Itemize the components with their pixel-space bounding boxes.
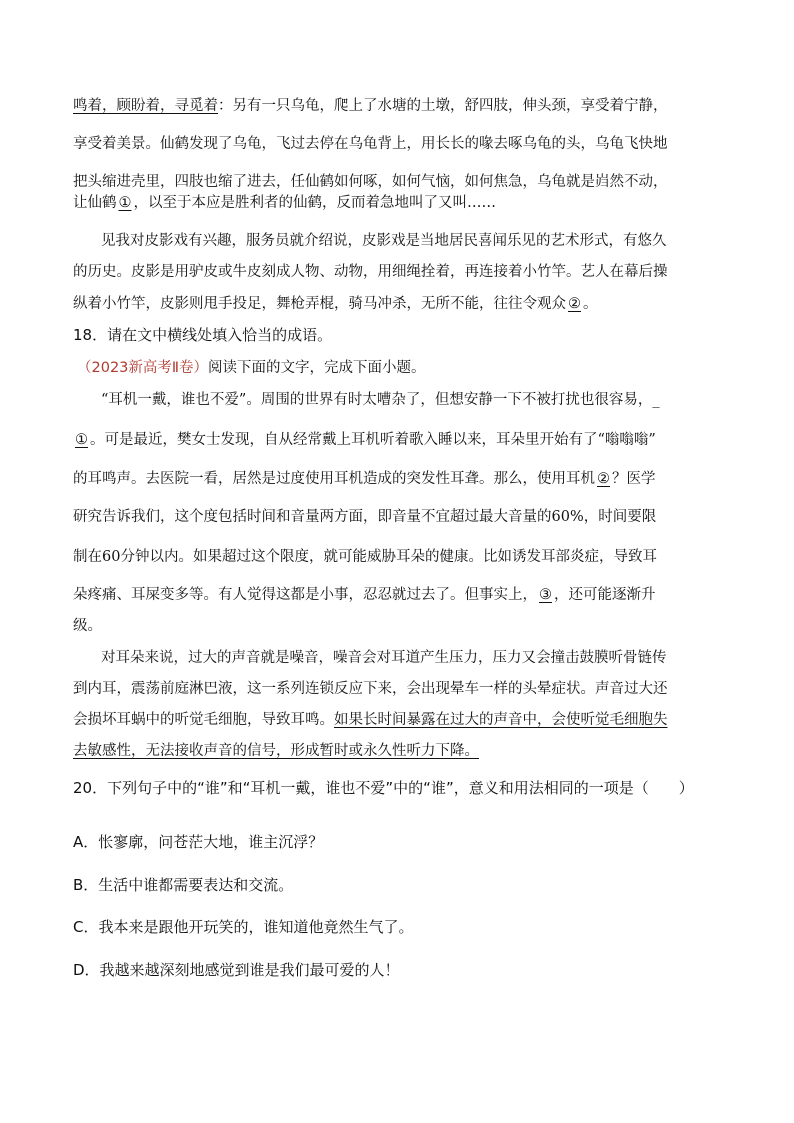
passage4-line4 xyxy=(73,741,479,761)
passage4-line1: 对耳朵来说，过大的声音就是噪音，噪音会对耳道产生压力，压力又会撞击鼓膜听骨链传 xyxy=(101,650,667,666)
passage3-line6: 朵疼痛、耳屎变多等。有人觉得这都是小事，忍忍就过去了。但事实上， ③ ，还可能逐渐升 xyxy=(73,587,656,603)
passage1-line3: 把头缩进壳里，四肢也缩了进去，任仙鹤如何啄，如何气恼，如何焦急，乌龟就是岿然不动， xyxy=(73,174,668,190)
option-d[interactable]: D．我越来越深刻地感觉到谁是我们最可爱的人！ xyxy=(73,961,400,979)
option-b[interactable]: B．生活中谁都需要表达和交流。 xyxy=(73,876,294,894)
blank-1[interactable]: ① xyxy=(75,432,88,448)
underlined-sentence: 如果长时间暴露在过大的声音中，会使听觉毛细胞失 xyxy=(334,712,668,728)
passage1-line2: 享受着美景。仙鹤发现了乌龟，飞过去停在乌龟背上，用长长的喙去啄乌龟的头，乌龟飞快地 xyxy=(73,136,668,152)
blank-1[interactable]: ① xyxy=(118,195,132,211)
passage3-line3: 的耳鸣声。去医院一看，居然是过度使用耳机造成的突发性耳聋。那么，使用耳机 ② ？医学 xyxy=(73,471,656,487)
passage4-line2: 到内耳，震荡前庭淋巴液，这一系列连锁反应下来，会出现晕车一样的头晕症状。声音过大还 xyxy=(73,681,668,697)
source-tag: （2023新高考Ⅱ卷） xyxy=(77,360,209,376)
passage3-line7: 级。 xyxy=(73,618,102,634)
option-c[interactable]: C．我本来是跟他开玩笑的，谁知道他竟然生气了。 xyxy=(73,918,414,936)
underlined-phrase: 鸣着，顾盼着，寻觅着 xyxy=(73,98,218,114)
passage3-line4: 研究告诉我们，这个度包括时间和音量两方面，即音量不宜超过最大音量的60%，时间要限 xyxy=(73,509,657,525)
blank-3[interactable]: ③ xyxy=(539,587,552,603)
question-18: 18．请在文中横线处填入恰当的成语。 xyxy=(73,326,333,344)
passage3-line1: “耳机一戴，谁也不爱”。周围的世界有时太嘈杂了，但想安静一下不被打扰也很容易，_ xyxy=(101,392,660,408)
passage2-line3: 纵着小竹竿，皮影则甩手投足，舞枪弄棍，骑马冲杀，无所不能，往往令观众 ② 。 xyxy=(73,296,598,312)
source-line: （2023新高考Ⅱ卷）阅读下面的文字，完成下面小题。 xyxy=(77,360,426,376)
underlined-sentence-cont: 去敏感性，无法接收声音的信号，形成暂时或永久性听力下降。 xyxy=(73,743,479,759)
passage4-line3: 会损坏耳蜗中的听觉毛细胞，导致耳鸣。如果长时间暴露在过大的声音中，会使听觉毛细胞失 xyxy=(73,712,668,728)
passage3-line5: 制在60分钟以内。如果超过这个限度，就可能威胁耳朵的健康。比如诱发耳部炎症，导致耳 xyxy=(73,549,657,565)
blank-2[interactable]: ② xyxy=(568,296,581,312)
passage2-line1: 见我对皮影戏有兴趣，服务员就介绍说，皮影戏是当地居民喜闻乐见的艺术形式，有悠久 xyxy=(101,233,667,249)
blank-2[interactable]: ② xyxy=(597,471,610,487)
passage2-line2: 的历史。皮影是用驴皮或牛皮刻成人物、动物，用细绳拴着，再连接着小竹竿。艺人在幕后操 xyxy=(73,264,668,280)
option-a[interactable]: A．怅寥廓，问苍茫大地，谁主沉浮？ xyxy=(73,833,324,851)
passage3-line2: ① 。可是最近，樊女士发现，自从经常戴上耳机听着歌入睡以来，耳朵里开始有了“嗡嗡嗡” xyxy=(75,432,656,448)
passage1-line1: 鸣着，顾盼着，寻觅着：另有一只乌龟，爬上了水塘的土墩，舒四肢，伸头颈，享受着宁静， xyxy=(73,98,668,114)
passage1-line4: 让仙鹤 ① ，以至于本应是胜利者的仙鹤，反而着急地叫了又叫…… xyxy=(73,195,496,211)
question-20: 20．下列句子中的“谁”和“耳机一戴，谁也不爱”中的“谁”，意义和用法相同的一项是（ ） xyxy=(73,779,694,797)
